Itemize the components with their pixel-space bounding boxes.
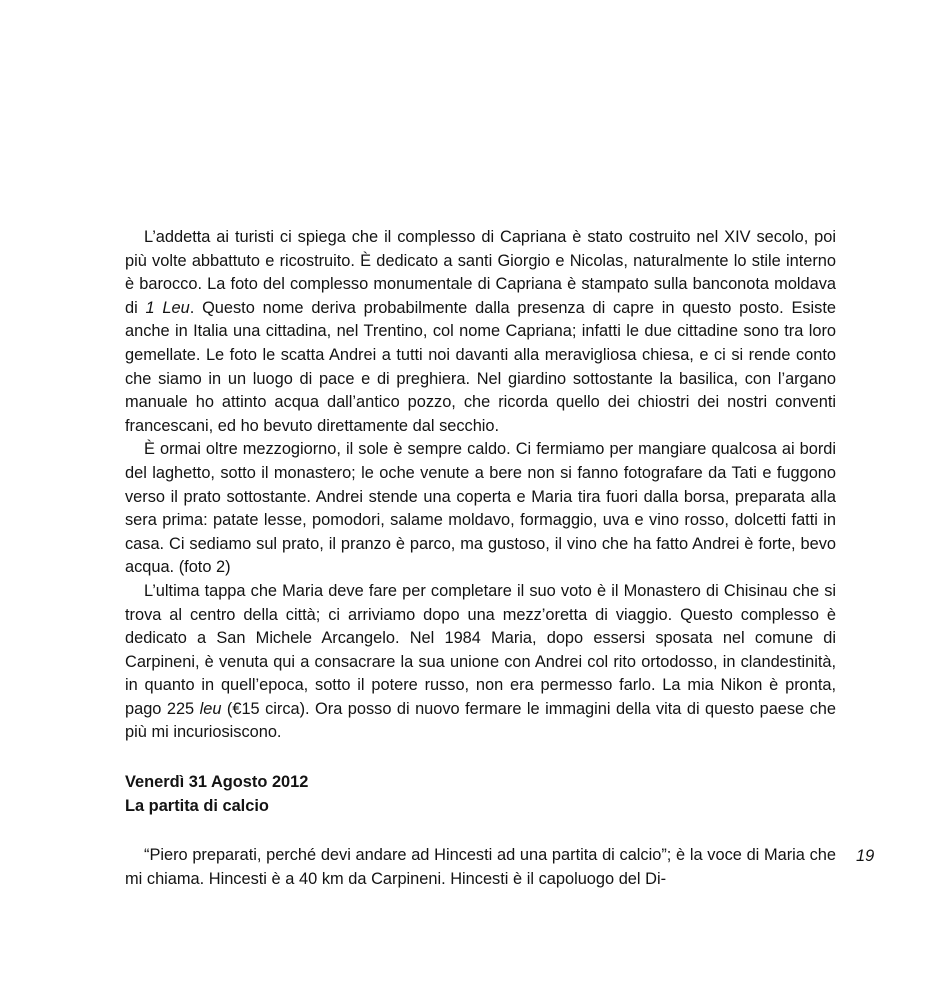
paragraph-3 xyxy=(125,580,836,745)
paragraph-1-run-1: L’addetta ai turisti ci spiega che il complesso di Capriana è stato costruito nel XIV secolo, poi più volte abbattuto e ricostruito. È dedicato a santi Giorgio e Nicolas, naturalmente lo stile interno è barocco. La foto del complesso monumentale di Capriana è stampato sulla banconota moldava di xyxy=(125,228,836,317)
paragraph-2 xyxy=(125,438,836,580)
paragraph-2-run-1: È ormai oltre mezzogiorno, il sole è sempre caldo. Ci fermiamo per mangiare qualcosa ai bordi del laghetto, sotto il monastero; le oche venute a bere non si fanno fotografare da Tati e fuggono verso il prato sottostante. Andrei stende una coperta e Maria tira fuori dalla borsa, preparata alla sera prima: patate lesse, pomodori, salame moldavo, formaggio, uva e vino rosso, dolcetti fatti in casa. Ci sediamo sul prato, il pranzo è parco, ma gustoso, il vino che ha fatto Andrei è forte, bevo acqua. (foto 2) xyxy=(125,440,836,577)
paragraph-3-italic-leu: leu xyxy=(199,699,222,718)
page-number: 19 xyxy=(856,847,875,865)
heading-date-line: Venerdì 31 Agosto 2012 xyxy=(125,773,309,792)
heading-bottom-spacer xyxy=(125,818,836,844)
heading-top-spacer xyxy=(125,745,836,771)
paragraph-3-run-3: (€15 circa). Ora posso di nuovo fermare le immagini della vita di questo paese che più mi incuriosiscono. xyxy=(125,699,836,742)
heading-title-line: La partita di calcio xyxy=(125,796,269,815)
paragraph-3-run-1: L’ultima tappa che Maria deve fare per completare il suo voto è il Monastero di Chisinau che si trova al centro della città; ci arriviamo dopo una mezz’oretta di viaggio. Questo complesso è dedicato a San Michele Arcangelo. Nel 1984 Maria, dopo essersi sposata nel comune di Carpineni, è venuta qui a consacrare la sua unione con Andrei col rito ortodosso, in clandestinità, in quanto in quell’epoca, sotto il potere russo, non era permesso farlo. La mia Nikon è pronta, pago 225 xyxy=(125,581,836,718)
paragraph-1-run-3: . Questo nome deriva probabilmente dalla presenza di capre in questo posto. Esiste anche in Italia una cittadina, nel Trentino, col nome Capriana; infatti le due cittadine sono tra loro gemellate. Le foto le scatta Andrei a tutti noi davanti alla meravigliosa chiesa, e ci si rende conto che siamo in un luogo di pace e di preghiera. Nel giardino sottostante la basilica, con l’argano manuale ho attinto acqua dall’antico pozzo, che ricorda quello dei chiostri dei nostri conventi francescani, ed ho bevuto direttamente dal secchio. xyxy=(125,298,836,435)
paragraph-1 xyxy=(125,226,836,438)
paragraph-4 xyxy=(125,844,836,891)
section-heading xyxy=(125,771,836,818)
paragraph-1-italic-1-leu: 1 Leu xyxy=(145,298,190,317)
paragraph-4-run-1: “Piero preparati, perché devi andare ad Hincesti ad una partita di calcio”; è la voce di Maria che mi chiama. Hincesti è a 40 km da Carpineni. Hincesti è il capoluogo del Di- xyxy=(125,846,836,888)
text-column xyxy=(125,226,836,891)
